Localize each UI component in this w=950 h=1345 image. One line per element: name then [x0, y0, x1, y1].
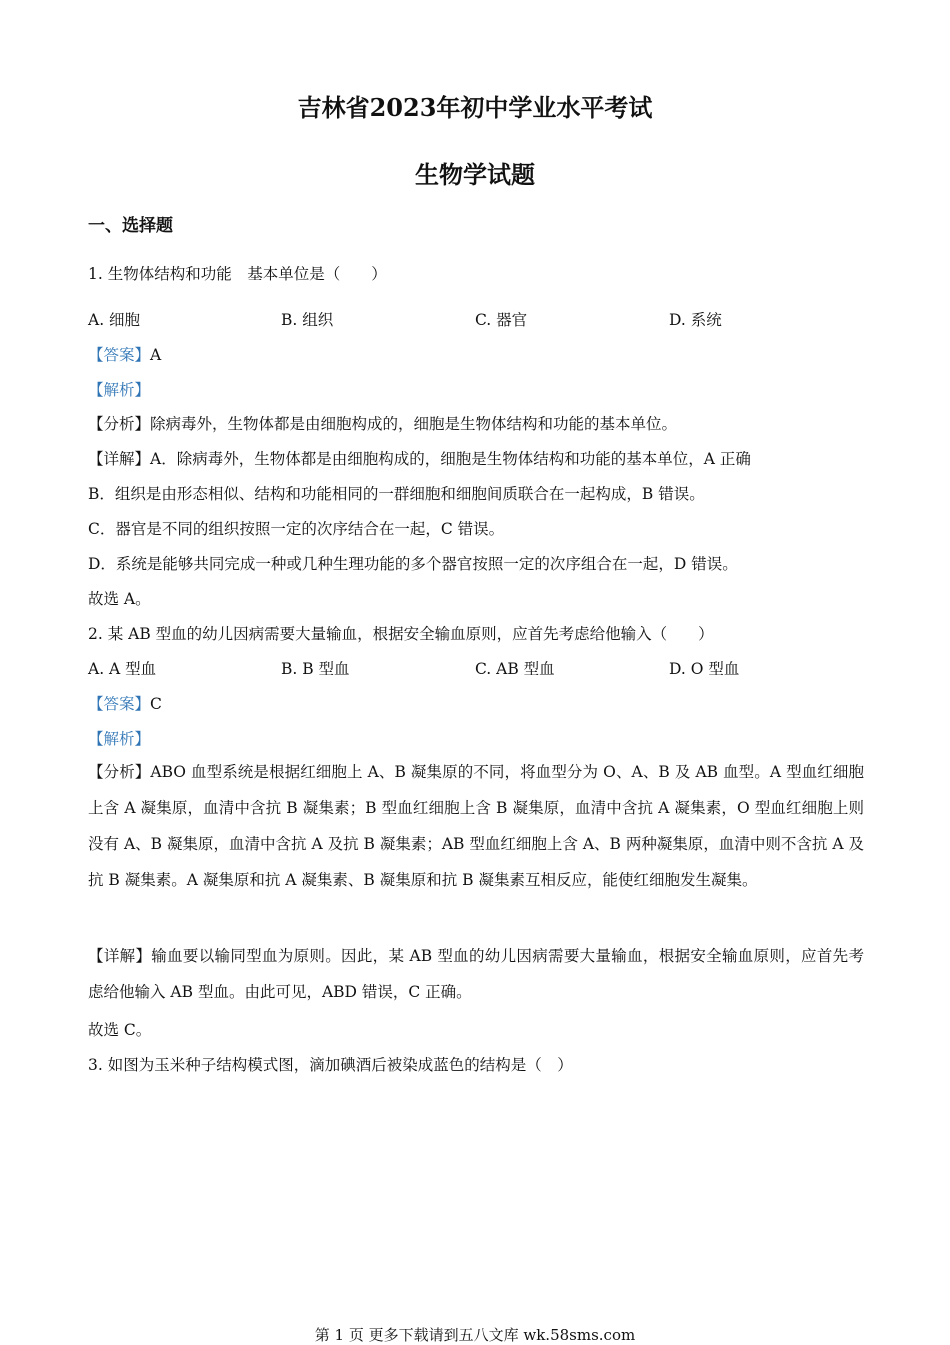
q2-option-c: C. AB 型血 [475, 660, 555, 678]
q1-fenxi [88, 412, 677, 434]
q2-option-b: B. B 型血 [281, 660, 350, 678]
q1-conclusion: 故选 A。 [88, 590, 151, 608]
q2-detail [88, 938, 864, 1010]
fenxi-tag: 【分析】 [88, 415, 151, 433]
q2-option-d: D. O 型血 [669, 660, 740, 678]
answer-tag: 【答案】 [88, 695, 151, 713]
q1-line-d: D．系统是能够共同完成一种或几种生理功能的多个器官按照一定的次序组合在一起，D 错误。 [88, 555, 738, 573]
answer-value: A [150, 346, 162, 364]
answer-tag: 【答案】 [88, 346, 151, 364]
detail-text: 输血要以输同型血为原则。因此，某 AB 型血的幼儿因病需要大量输血，根据安全输血原则，应首先考虑给他输入 AB 型血。由此可见，ABD 错误，C 正确。 [88, 947, 864, 1001]
fenxi-text: ABO 血型系统是根据红细胞上 A、B 凝集原的不同，将血型分为 O、A、B 及 AB 血型。A 型血红细胞上含 A 凝集原，血清中含抗 B 凝集素；B 型血红细胞上含 B 凝集原，血清中含抗 A 凝集素，O 型血红细胞上则没有 A、B 凝集原，血清中含抗 A 及抗 B 凝集素；AB 型血红细胞上含 A、B 两种凝集原，血清中则不含抗 A 及抗 B 凝集素。A 凝集原和抗 A 凝集素、B 凝集原和抗 B 凝集素互相反应，能使红细胞发生凝集。 [88, 763, 864, 889]
answer-value: C [150, 695, 162, 713]
q2-option-a: A. A 型血 [88, 660, 157, 678]
q2-fenxi [88, 754, 864, 898]
detail-text: A．除病毒外，生物体都是由细胞构成的，细胞是生物体结构和功能的基本单位，A 正确 [150, 450, 751, 468]
exam-subtitle: 生物学试题 [415, 160, 535, 189]
q1-answer [88, 343, 161, 365]
q1-option-d: D. 系统 [669, 311, 722, 329]
exam-title: 吉林省2023年初中学业水平考试 [297, 93, 653, 122]
q1-detail [88, 447, 751, 469]
q2-conclusion: 故选 C。 [88, 1021, 152, 1039]
detail-tag: 【详解】 [88, 947, 152, 965]
q1-option-a: A. 细胞 [88, 311, 141, 329]
q1-option-b: B. 组织 [281, 311, 334, 329]
q1-option-c: C. 器官 [475, 311, 528, 329]
section-heading: 一、选择题 [88, 216, 173, 236]
q1-line-c: C．器官是不同的组织按照一定的次序结合在一起，C 错误。 [88, 520, 505, 538]
page-footer: 第 1 页 更多下载请到五八文库 wk.58sms.com [314, 1326, 636, 1344]
detail-tag: 【详解】 [88, 450, 151, 468]
q3-stem: 3. 如图为玉米种子结构模式图，滴加碘酒后被染成蓝色的结构是（ ） [88, 1056, 573, 1074]
fenxi-text: 除病毒外，生物体都是由细胞构成的，细胞是生物体结构和功能的基本单位。 [150, 415, 678, 433]
q2-analysis-tag: 【解析】 [88, 730, 151, 748]
q1-analysis-tag: 【解析】 [88, 381, 151, 399]
q1-stem: 1. 生物体结构和功能 基本单位是（ ） [88, 265, 387, 283]
fenxi-tag: 【分析】 [88, 763, 151, 781]
q2-stem: 2. 某 AB 型血的幼儿因病需要大量输血，根据安全输血原则，应首先考虑给他输入（ ） [88, 625, 714, 643]
q1-line-b: B．组织是由形态相似、结构和功能相同的一群细胞和细胞间质联合在一起构成，B 错误。 [88, 485, 705, 503]
q2-answer [88, 692, 162, 714]
